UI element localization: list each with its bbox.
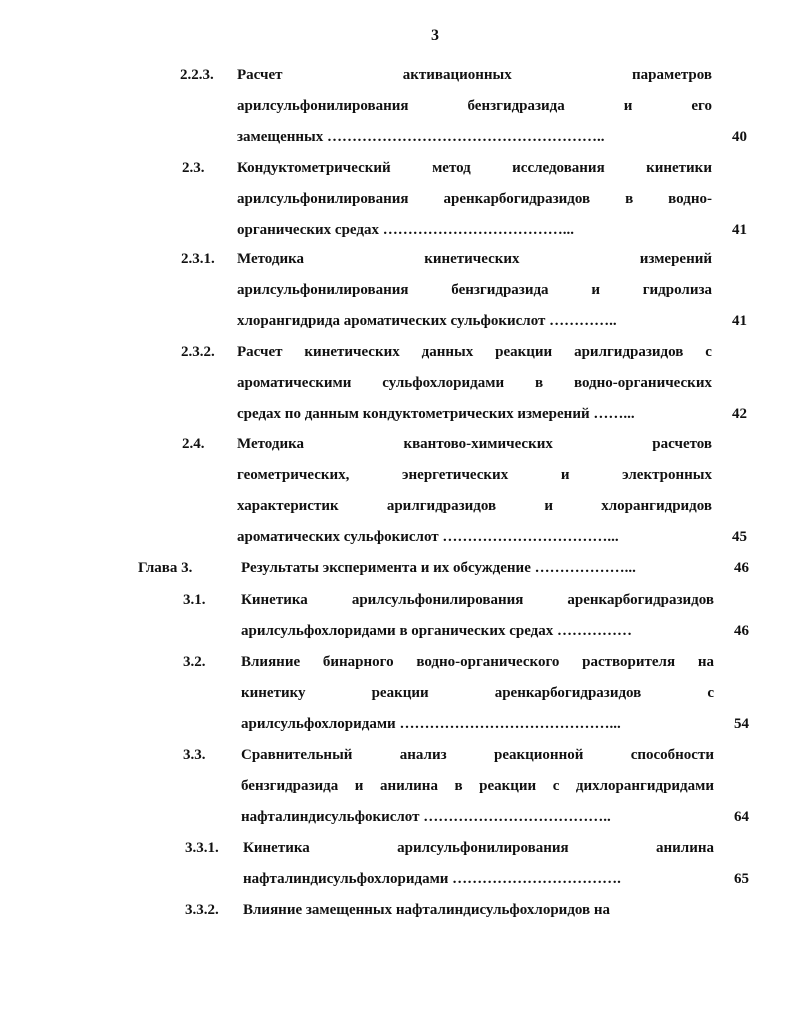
toc-entry-line xyxy=(241,775,714,797)
toc-entry-line xyxy=(237,248,712,270)
toc-entry-line xyxy=(243,837,714,859)
toc-word: анилина xyxy=(379,778,438,794)
toc-word: бензгидразида xyxy=(467,98,565,114)
toc-word: квантово-химических xyxy=(403,436,553,452)
toc-word: с xyxy=(705,344,712,360)
toc-entry-line xyxy=(241,589,714,611)
toc-entry-line xyxy=(237,157,712,179)
toc-word: Кинетика xyxy=(241,592,308,608)
toc-entry-line xyxy=(237,279,712,301)
toc-word: арилсульфонилирования xyxy=(397,840,569,856)
toc-word: аренкарбогидразидов xyxy=(494,685,642,701)
toc-word: в xyxy=(625,191,634,207)
toc-word: анализ xyxy=(399,747,447,763)
toc-entry-line: ароматических сульфокислот ……………………………... xyxy=(237,529,619,545)
toc-word: в xyxy=(454,778,463,794)
toc-word: измерений xyxy=(639,251,712,267)
toc-word: и xyxy=(560,467,570,483)
toc-entry-line: органических средах ………………………………... xyxy=(237,222,574,238)
toc-word: данных xyxy=(421,344,474,360)
toc-word: Методика xyxy=(237,436,305,452)
toc-page-number: 64 xyxy=(734,809,749,825)
toc-entry-line: арилсульфохлоридами ……………………………………... xyxy=(241,716,621,732)
toc-word: Кинетика xyxy=(243,840,310,856)
toc-entry-line xyxy=(237,341,712,363)
toc-word: ароматическими xyxy=(237,375,352,391)
toc-entry-line xyxy=(237,495,712,517)
toc-word: арилсульфонилирования xyxy=(237,191,409,207)
toc-entry-number: 3.3.1. xyxy=(185,840,219,856)
toc-page-number: 41 xyxy=(732,313,747,329)
toc-entry-line xyxy=(237,433,712,455)
toc-word: хлорангидридов xyxy=(601,498,712,514)
toc-word: активационных xyxy=(402,67,512,83)
toc-page-number: 45 xyxy=(732,529,747,545)
toc-word: аренкарбогидразидов xyxy=(443,191,591,207)
toc-word: его xyxy=(691,98,712,114)
toc-entry-number: 2.3. xyxy=(182,160,205,176)
toc-word: реакции xyxy=(479,778,537,794)
toc-word: кинетику xyxy=(241,685,306,701)
toc-entry-line: хлорангидрида ароматических сульфокислот ………….. xyxy=(237,313,617,329)
toc-word: и xyxy=(544,498,554,514)
toc-word: Расчет xyxy=(237,67,283,83)
toc-word: гидролиза xyxy=(642,282,712,298)
toc-word: способности xyxy=(630,747,714,763)
toc-word: растворителя xyxy=(582,654,676,670)
toc-entry-number: 2.3.2. xyxy=(181,344,215,360)
toc-entry-line xyxy=(241,651,714,673)
toc-word: кинетики xyxy=(646,160,712,176)
toc-word: и xyxy=(591,282,600,298)
toc-entry-line xyxy=(241,682,714,704)
toc-word: кинетических xyxy=(424,251,520,267)
toc-word: Кондуктометрический xyxy=(237,160,391,176)
toc-page-number: 42 xyxy=(732,406,747,422)
toc-word: дихлорангидридами xyxy=(575,778,714,794)
toc-entry-line xyxy=(237,188,712,210)
toc-word: арилгидразидов xyxy=(574,344,684,360)
toc-word: сульфохлоридами xyxy=(382,375,505,391)
toc-entry-number: 2.3.1. xyxy=(181,251,215,267)
toc-word: аренкарбогидразидов xyxy=(567,592,714,608)
toc-entry-number: 3.3.2. xyxy=(185,902,219,918)
page-number: 3 xyxy=(431,27,439,44)
toc-entry-number: 3.1. xyxy=(183,592,206,608)
toc-entry-line: замещенных ……………………………………………….. xyxy=(237,129,605,145)
toc-word: характеристик xyxy=(237,498,339,514)
toc-page-number: 54 xyxy=(734,716,749,732)
toc-page-number: 46 xyxy=(734,560,749,576)
toc-entry-number: 3.3. xyxy=(183,747,206,763)
toc-entry-number: Глава 3. xyxy=(138,560,193,576)
toc-word: и xyxy=(354,778,364,794)
toc-word: исследования xyxy=(512,160,605,176)
toc-word: Расчет xyxy=(237,344,283,360)
toc-entry-line xyxy=(237,64,712,86)
toc-word: бензгидразида xyxy=(241,778,339,794)
toc-entry-line: средах по данным кондуктометрических измерений ……... xyxy=(237,406,635,422)
toc-word: кинетических xyxy=(304,344,400,360)
toc-word: в xyxy=(534,375,544,391)
toc-entry-line: арилсульфохлоридами в органических средах …………… xyxy=(241,623,633,639)
toc-entry-line xyxy=(237,95,712,117)
toc-word: бензгидразида xyxy=(451,282,549,298)
toc-word: Влияние xyxy=(241,654,301,670)
toc-word: с xyxy=(707,685,714,701)
toc-entry-number: 2.2.3. xyxy=(180,67,214,83)
toc-entry-line xyxy=(237,464,712,486)
toc-word: электронных xyxy=(622,467,712,483)
toc-entry-line: нафталиндисульфохлоридами ……………………………. xyxy=(243,871,621,887)
toc-word: арилгидразидов xyxy=(386,498,497,514)
toc-word: реакции xyxy=(371,685,429,701)
toc-entry-line xyxy=(241,744,714,766)
toc-page-number: 41 xyxy=(732,222,747,238)
toc-entry-line: Влияние замещенных нафталиндисульфохлоридов на xyxy=(243,902,611,918)
toc-entry-line xyxy=(237,372,712,394)
toc-word: и xyxy=(623,98,633,114)
toc-entry-line: Результаты эксперимента и их обсуждение ………………... xyxy=(241,560,636,576)
toc-page-number: 40 xyxy=(732,129,747,145)
toc-word: анилина xyxy=(656,840,714,856)
toc-word: энергетических xyxy=(402,467,509,483)
toc-entry-number: 2.4. xyxy=(182,436,205,452)
toc-word: Сравнительный xyxy=(241,747,353,763)
toc-word: с xyxy=(552,778,560,794)
toc-word: на xyxy=(697,654,714,670)
toc-word: арилсульфонилирования xyxy=(351,592,524,608)
toc-word: реакционной xyxy=(494,747,584,763)
toc-word: параметров xyxy=(632,67,712,83)
toc-word: водно- xyxy=(668,191,712,207)
toc-page-number: 65 xyxy=(734,871,749,887)
toc-word: водно-органических xyxy=(573,375,712,391)
toc-word: метод xyxy=(432,160,471,176)
toc-entry-number: 3.2. xyxy=(183,654,206,670)
toc-word: арилсульфонилирования xyxy=(237,98,409,114)
toc-word: бинарного xyxy=(322,654,394,670)
toc-entry-line: нафталиндисульфокислот ……………………………….. xyxy=(241,809,611,825)
toc-word: Методика xyxy=(237,251,305,267)
toc-word: реакции xyxy=(495,344,553,360)
toc-word: водно-органического xyxy=(416,654,560,670)
toc-page-number: 46 xyxy=(734,623,749,639)
toc-word: расчетов xyxy=(652,436,712,452)
toc-word: арилсульфонилирования xyxy=(237,282,409,298)
toc-word: геометрических, xyxy=(237,467,350,483)
